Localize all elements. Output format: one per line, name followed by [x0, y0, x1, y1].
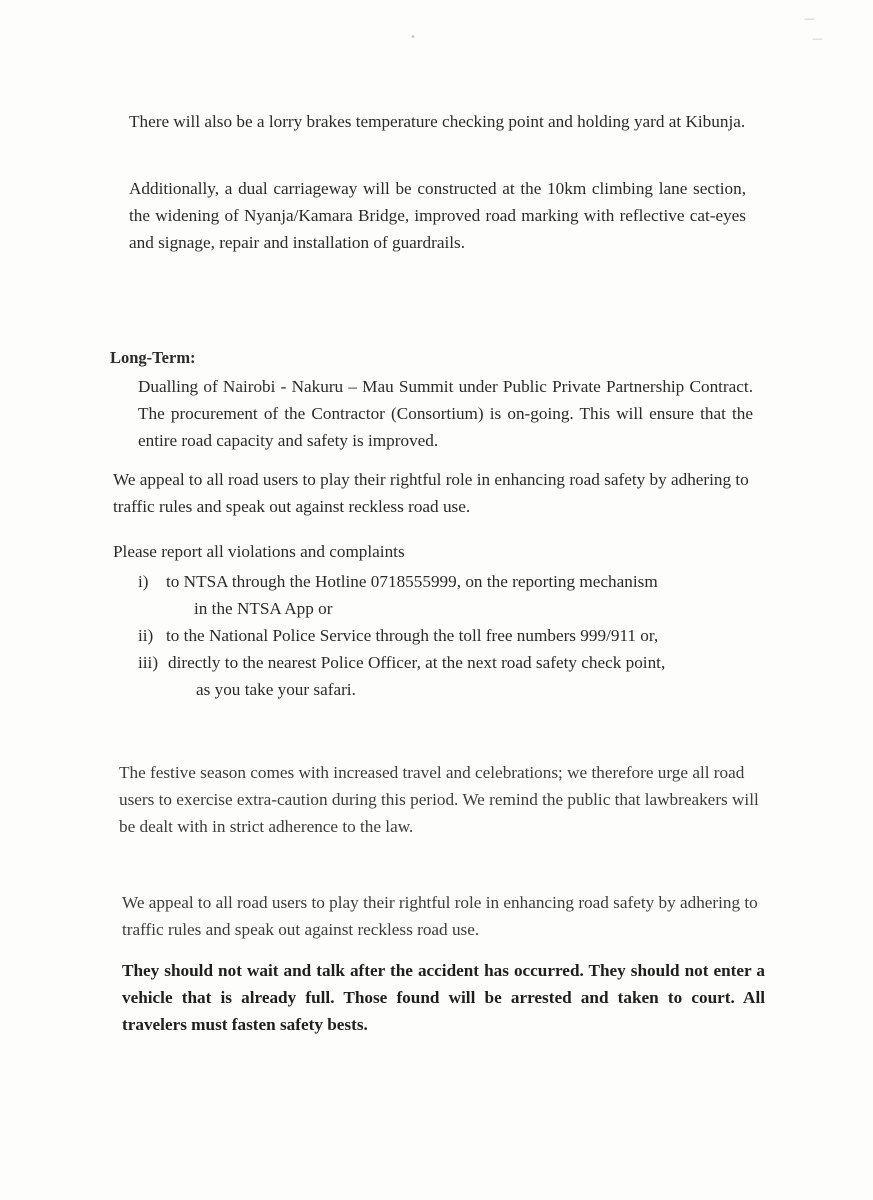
paragraph-report-intro: Please report all violations and complaints	[113, 542, 405, 561]
scan-mark: •	[410, 32, 416, 43]
list-item-text: to the National Police Service through the toll free numbers 999/911 or,	[166, 626, 659, 645]
list-item-number: i)	[138, 572, 149, 591]
list-item-continuation: in the NTSA App or	[194, 599, 333, 618]
reporting-channels-list	[138, 568, 768, 703]
list-item	[138, 622, 768, 649]
paragraph-appeal-1: We appeal to all road users to play their rightful role in enhancing road safety by adhering to traffic rules and speak out against reckless road use.	[113, 470, 749, 516]
scan-mark: —	[804, 12, 815, 25]
paragraph-warning-bold: They should not wait and talk after the accident has occurred. They should not enter a vehicle that is already full. Those found will be arrested and taken to court. All travelers must fasten safety bests.	[122, 961, 765, 1034]
paragraph-festive-season: The festive season comes with increased travel and celebrations; we therefore urge all road users to exercise extra-caution during this period. We remind the public that lawbreakers will be dealt with in strict adherence to the law.	[119, 763, 759, 836]
list-item	[138, 649, 768, 703]
paragraph-dualling: Dualling of Nairobi - Nakuru – Mau Summit under Public Private Partnership Contract. The procurement of the Contractor (Consortium) is on-going. This will ensure that the entire road capacity and safety is improved.	[138, 377, 753, 450]
list-item-continuation: as you take your safari.	[196, 680, 356, 699]
list-item-number: ii)	[138, 626, 154, 645]
scan-mark: —	[812, 32, 823, 45]
heading-long-term: Long-Term:	[110, 348, 196, 367]
list-item	[138, 568, 768, 622]
list-item-text: directly to the nearest Police Officer, at the next road safety check point,	[168, 653, 666, 672]
list-item-number: iii)	[138, 653, 159, 672]
paragraph-brakes-checkpoint: There will also be a lorry brakes temperature checking point and holding yard at Kibunja.	[129, 112, 746, 131]
list-item-text: to NTSA through the Hotline 0718555999, on the reporting mechanism	[166, 572, 658, 591]
paragraph-appeal-2: We appeal to all road users to play their rightful role in enhancing road safety by adhering to traffic rules and speak out against reckless road use.	[122, 893, 758, 939]
paragraph-dual-carriageway: Additionally, a dual carriageway will be constructed at the 10km climbing lane section, the widening of Nyanja/Kamara Bridge, improved road marking with reflective cat-eyes and signage, repair and installation of guardrails.	[129, 179, 746, 252]
